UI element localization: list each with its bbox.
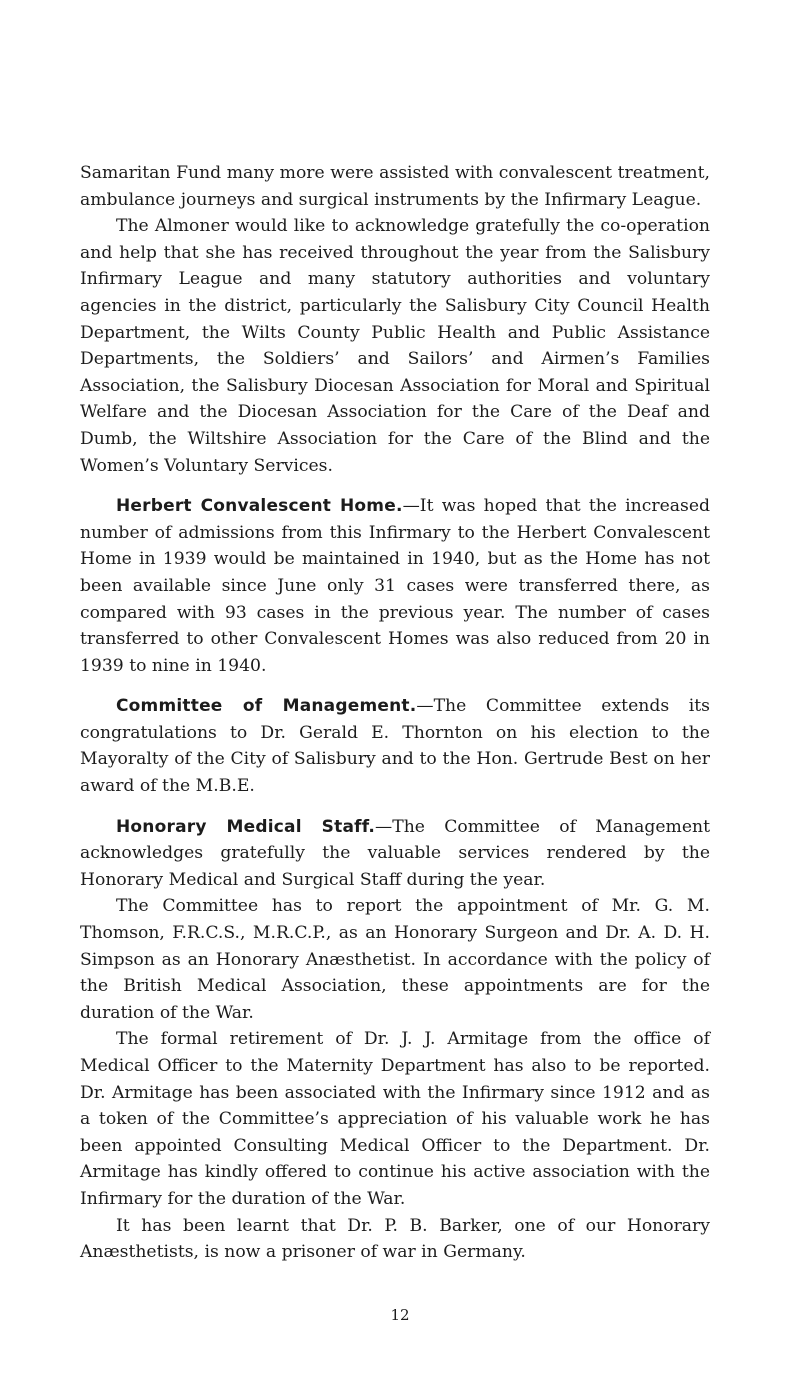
paragraph-committee-of-management [80, 693, 710, 799]
paragraph-armitage-retirement: The formal retirement of Dr. J. J. Armitage from the office of Medical Officer to the Maternity Department has also to be reported. Dr. Armitage has been associated with the Infirmary since 1912 and as a token of the Committee’s appreciation of his valuable work he has been appointed Consulting Medical Officer to the Department. Dr. Armitage has kindly offered to continue his active association with the Infirmary for the duration of the War. [80, 1029, 710, 1209]
page-number: 12 [390, 1306, 410, 1324]
paragraph-herbert-body: —It was hoped that the increased number of admissions from this Infirmary to the Herbert Convalescent Home in 1939 would be maintained in 1940, but as the Home has not been available since June only 31 cases were transferred there, as compared with 93 cases in the previous year. The number of cases transferred to other Convalescent Homes was also reduced from 20 in 1939 to nine in 1940. [80, 496, 710, 676]
paragraph-committee-body: —The Committee extends its congratulations to Dr. Gerald E. Thornton on his election to the Mayoralty of the City of Salisbury and to the Hon. Gertrude Best on her award of the M.B.E. [80, 696, 711, 797]
paragraph-honorary-medical-staff [80, 814, 710, 894]
paragraph-barker-prisoner: It has been learnt that Dr. P. B. Barker, one of our Honorary Anæsthetists, is now a prisoner of war in Germany. [80, 1215, 710, 1263]
paragraph-herbert-convalescent-home [80, 493, 710, 679]
paragraph-samaritan-fund: Samaritan Fund many more were assisted with convalescent treatment, ambulance journeys and surgical instruments by the Infirmary League. [80, 163, 710, 210]
section-heading-herbert-convalescent-home: Herbert Convalescent Home. [116, 496, 403, 517]
paragraph-almoner: The Almoner would like to acknowledge gratefully the co-operation and help that she has received throughout the year from the Salisbury Infirmary League and many statutory authorities and voluntary agencies in the district, particularly the Salisbury City Council Health Department, the Wilts County Public Health and Public Assistance Departments, the Soldiers’ and Sailors’ and Airmen’s Families Association, the Salisbury Diocesan Association for Moral and Spiritual Welfare and the Diocesan Association for the Care of the Deaf and Dumb, the Wiltshire Association for the Care of the Blind and the Women’s Voluntary Services. [80, 216, 710, 476]
paragraph-honorary-body: —The Committee of Management acknowledges gratefully the valuable services rendered by the Honorary Medical and Surgical Staff during the year. [80, 816, 710, 890]
section-heading-committee-of-management: Committee of Management. [116, 696, 417, 717]
document-page [80, 160, 710, 1266]
section-heading-honorary-medical-staff: Honorary Medical Staff. [116, 816, 376, 837]
paragraph-appointments: The Committee has to report the appointment of Mr. G. M. Thomson, F.R.C.S., M.R.C.P., as an Honorary Surgeon and Dr. A. D. H. Simpson as an Honorary Anæsthetist. In accordance with the policy of the British Medical Association, these appointments are for the duration of the War. [80, 896, 710, 1023]
